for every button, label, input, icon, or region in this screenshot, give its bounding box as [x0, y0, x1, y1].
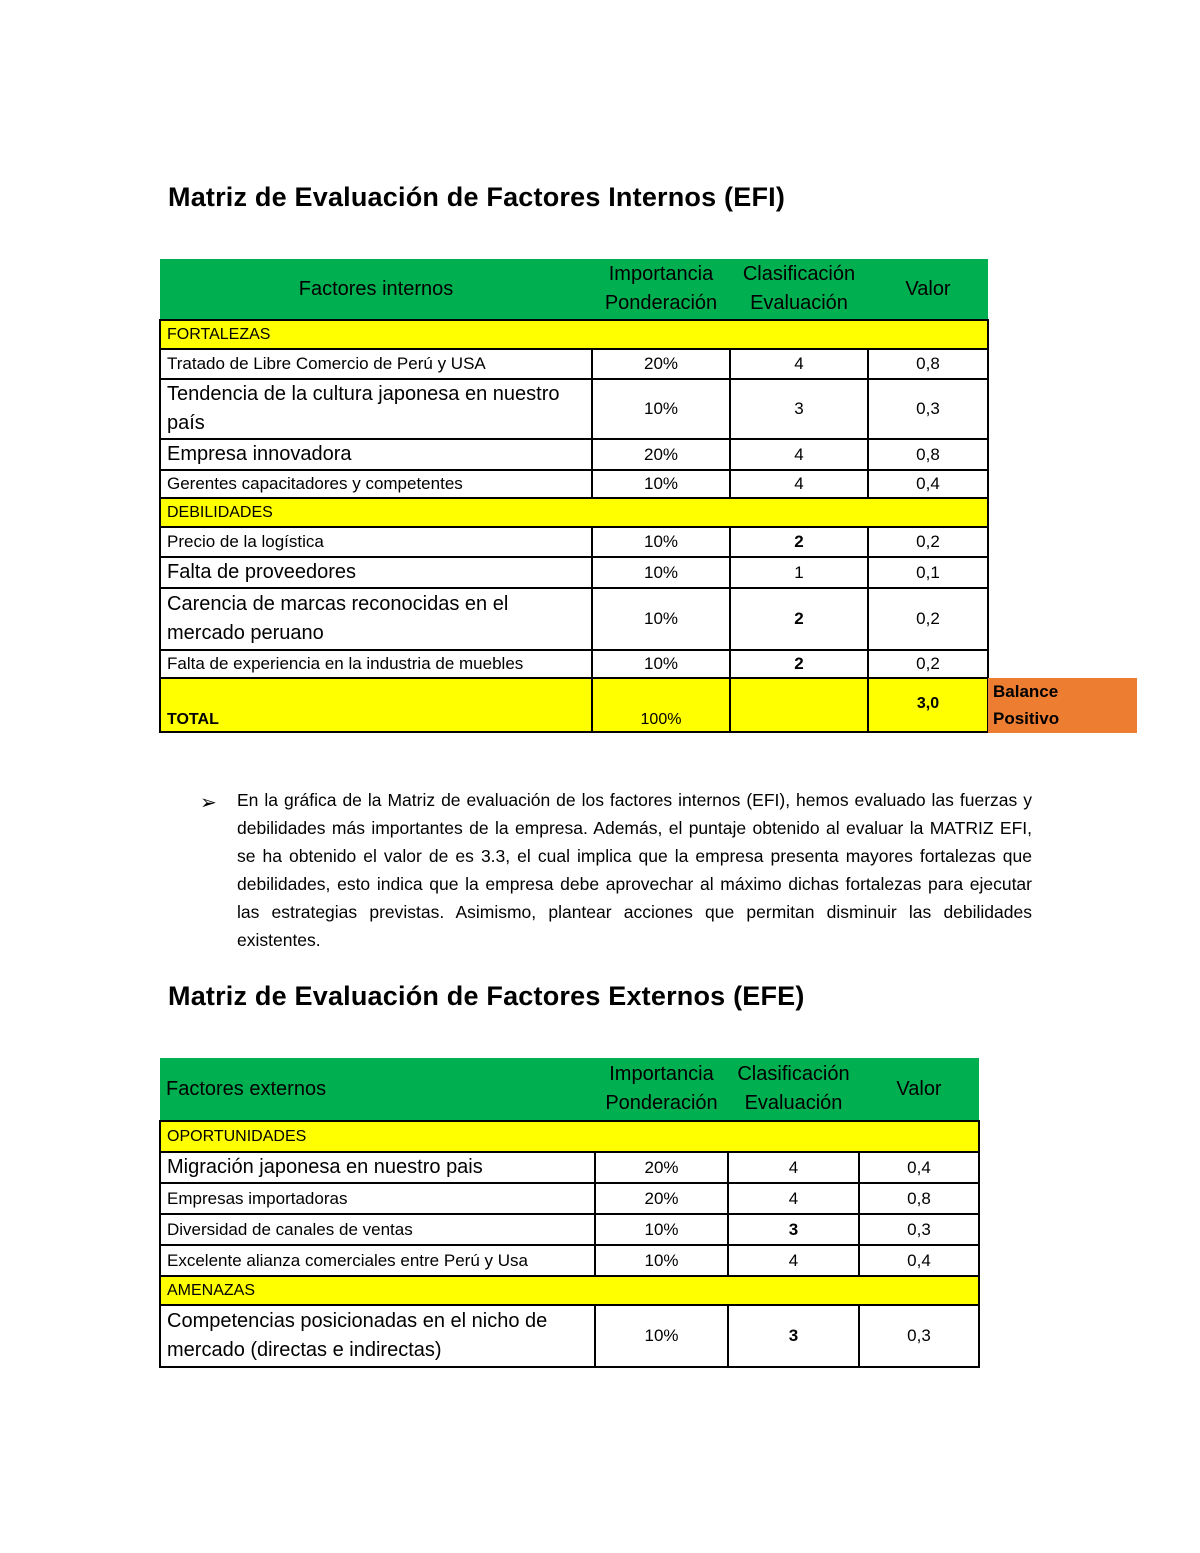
section-label: AMENAZAS — [160, 1276, 979, 1305]
efe-title: Matriz de Evaluación de Factores Externos (EFE) — [168, 981, 805, 1011]
importancia-cell: 10% — [592, 527, 730, 557]
table-row — [160, 349, 988, 379]
importancia-cell: 10% — [592, 470, 730, 498]
importancia-cell: 20% — [595, 1183, 728, 1214]
table-row — [160, 1245, 979, 1276]
efe-section-oportunidades — [160, 1121, 979, 1152]
factor-cell: Falta de experiencia en la industria de muebles — [160, 650, 592, 678]
table-row — [160, 1214, 979, 1245]
efe-header-importancia: Importancia Ponderación — [595, 1058, 728, 1121]
efi-header-row — [160, 259, 988, 320]
valor-cell: 0,8 — [859, 1183, 979, 1214]
factor-cell: Excelente alianza comerciales entre Perú y Usa — [160, 1245, 595, 1276]
valor-cell: 0,4 — [859, 1152, 979, 1183]
table-row — [160, 588, 988, 650]
efi-table — [159, 259, 989, 733]
efe-header-factor: Factores externos — [160, 1058, 595, 1121]
importancia-cell: 20% — [592, 349, 730, 379]
factor-cell: Carencia de marcas reconocidas en el mercado peruano — [160, 588, 592, 650]
importancia-cell: 10% — [595, 1305, 728, 1367]
factor-cell: Gerentes capacitadores y competentes — [160, 470, 592, 498]
table-row — [160, 470, 988, 498]
efe-header-row — [160, 1058, 979, 1121]
valor-cell: 0,1 — [868, 557, 988, 588]
factor-cell: Tendencia de la cultura japonesa en nuestro país — [160, 379, 592, 439]
importancia-cell: 10% — [592, 588, 730, 650]
valor-cell: 0,2 — [868, 588, 988, 650]
valor-cell: 0,2 — [868, 527, 988, 557]
balance-badge — [988, 678, 1137, 733]
balance-line: Positivo — [993, 709, 1060, 728]
factor-cell: Migración japonesa en nuestro pais — [160, 1152, 595, 1183]
total-valor: 3,0 — [868, 678, 988, 732]
clasificacion-cell: 2 — [730, 527, 868, 557]
factor-cell: Tratado de Libre Comercio de Perú y USA — [160, 349, 592, 379]
importancia-cell: 10% — [592, 557, 730, 588]
efi-section-fortalezas — [160, 320, 988, 349]
valor-cell: 0,8 — [868, 439, 988, 470]
factor-cell: Empresas importadoras — [160, 1183, 595, 1214]
table-row — [160, 439, 988, 470]
factor-cell: Precio de la logística — [160, 527, 592, 557]
table-row — [160, 1152, 979, 1183]
efi-section-debilidades — [160, 498, 988, 527]
valor-cell: 0,3 — [859, 1214, 979, 1245]
table-row — [160, 1305, 979, 1367]
clasificacion-cell: 1 — [730, 557, 868, 588]
valor-cell: 0,3 — [868, 379, 988, 439]
section-label: OPORTUNIDADES — [160, 1121, 979, 1152]
clasificacion-cell: 4 — [730, 349, 868, 379]
clasificacion-cell: 3 — [730, 379, 868, 439]
efi-header-importancia: Importancia Ponderación — [592, 259, 730, 320]
table-row — [160, 1183, 979, 1214]
total-clasificacion — [730, 678, 868, 732]
arrow-bullet-icon: ➢ — [200, 792, 217, 814]
clasificacion-cell: 4 — [728, 1183, 859, 1214]
valor-cell: 0,8 — [868, 349, 988, 379]
clasificacion-cell: 4 — [728, 1152, 859, 1183]
valor-cell: 0,2 — [868, 650, 988, 678]
efi-title: Matriz de Evaluación de Factores Internos (EFI) — [168, 182, 786, 212]
efe-section-amenazas — [160, 1276, 979, 1305]
total-label: TOTAL — [160, 678, 592, 732]
clasificacion-cell: 3 — [728, 1214, 859, 1245]
importancia-cell: 10% — [595, 1214, 728, 1245]
clasificacion-cell: 2 — [730, 650, 868, 678]
efi-analysis-paragraph: En la gráfica de la Matriz de evaluación de los factores internos (EFI), hemos evaluado las fuerzas y debilidades más importantes de la empresa. Además, el puntaje obtenido al evaluar la MATRIZ EFI, se ha obtenido el valor de es 3.3, el cual implica que la empresa presenta mayores fortalezas que debilidades, esto indica que la empresa debe aprovechar al máximo dichas fortalezas para ejecutar las estrategias previstas. Asimismo, plantear acciones que permitan disminuir las debilidades existentes. — [237, 790, 1032, 950]
efi-header-clasificacion: Clasificación Evaluación — [730, 259, 868, 320]
section-label: DEBILIDADES — [160, 498, 988, 527]
importancia-cell: 10% — [592, 379, 730, 439]
valor-cell: 0,4 — [859, 1245, 979, 1276]
table-row — [160, 379, 988, 439]
balance-line: Balance — [993, 682, 1059, 701]
factor-cell: Competencias posicionadas en el nicho de mercado (directas e indirectas) — [160, 1305, 595, 1367]
section-label: FORTALEZAS — [160, 320, 988, 349]
efe-header-valor: Valor — [859, 1058, 979, 1121]
valor-cell: 0,4 — [868, 470, 988, 498]
efi-header-factor: Factores internos — [160, 259, 592, 320]
efi-total-row — [160, 678, 988, 732]
importancia-cell: 20% — [595, 1152, 728, 1183]
total-importancia: 100% — [592, 678, 730, 732]
efe-header-clasificacion: Clasificación Evaluación — [728, 1058, 859, 1121]
clasificacion-cell: 4 — [730, 470, 868, 498]
factor-cell: Diversidad de canales de ventas — [160, 1214, 595, 1245]
efi-header-valor: Valor — [868, 259, 988, 320]
table-row — [160, 557, 988, 588]
efe-table — [159, 1058, 980, 1368]
clasificacion-cell: 4 — [728, 1245, 859, 1276]
importancia-cell: 10% — [595, 1245, 728, 1276]
factor-cell: Empresa innovadora — [160, 439, 592, 470]
factor-cell: Falta de proveedores — [160, 557, 592, 588]
table-row — [160, 527, 988, 557]
clasificacion-cell: 2 — [730, 588, 868, 650]
clasificacion-cell: 4 — [730, 439, 868, 470]
clasificacion-cell: 3 — [728, 1305, 859, 1367]
importancia-cell: 10% — [592, 650, 730, 678]
importancia-cell: 20% — [592, 439, 730, 470]
valor-cell: 0,3 — [859, 1305, 979, 1367]
table-row — [160, 650, 988, 678]
